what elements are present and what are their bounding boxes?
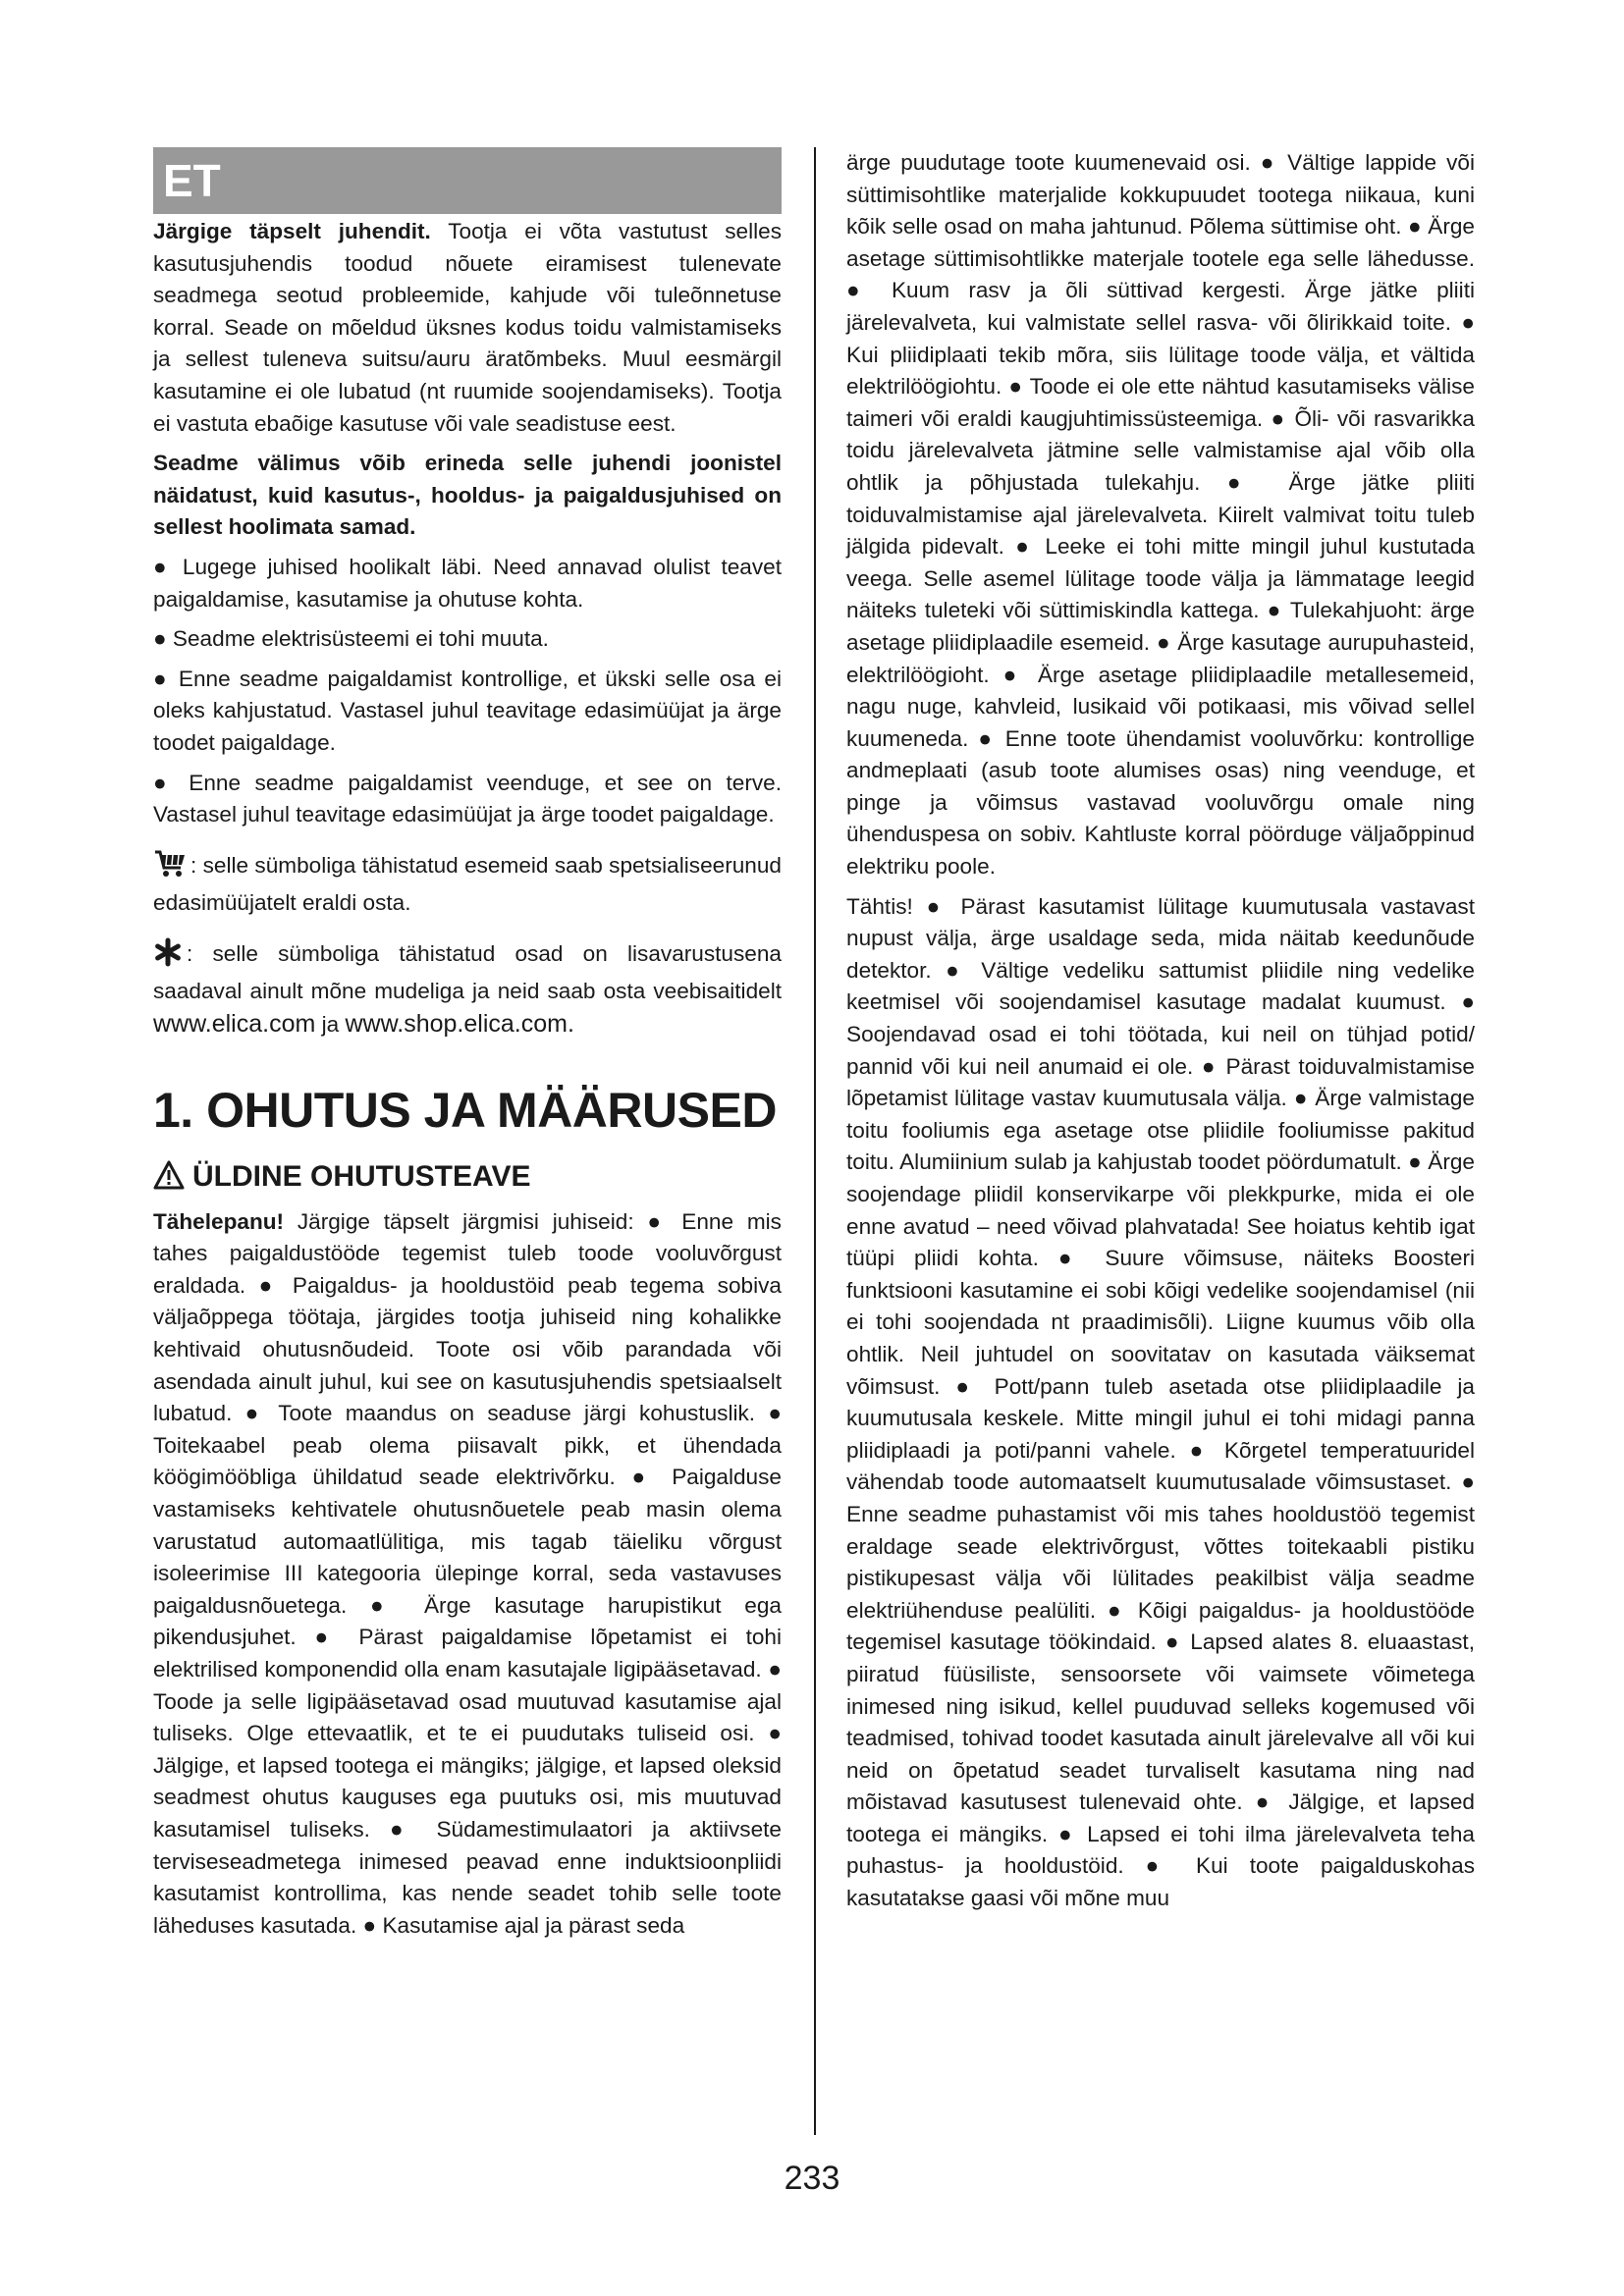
safety-lead: Tähelepanu!: [153, 1208, 285, 1234]
asterisk-icon: [153, 937, 183, 977]
intro-bold: Järgige täpselt juhendit.: [153, 219, 431, 243]
page-number: 233: [784, 2160, 840, 2197]
website-link[interactable]: www.elica.com: [153, 1010, 316, 1039]
asterisk-symbol-note: [153, 937, 782, 1041]
left-column: [153, 147, 782, 1949]
shop-website-link[interactable]: www.shop.elica.com.: [345, 1010, 574, 1039]
safety-paragraph: [153, 1206, 782, 1943]
appearance-notice: Seadme välimus võib erineda selle juhendi joonistel näidatust, kuid kasutus-, hooldus- ja paigaldusjuhised on sellest hoolimata samad.: [153, 451, 782, 540]
subsection-title-text: ÜLDINE OHUTUSTEAVE: [192, 1159, 531, 1193]
bullet-item: ● Lugege juhised hoolikalt läbi. Need annavad olulist teavet paigaldamise, kasutamise ja ohutuse kohta.: [153, 554, 782, 612]
section-title: 1. OHUTUS JA MÄÄRUSED: [153, 1082, 777, 1138]
bullet-item: ● Enne seadme paigaldamist kontrollige, et ükski selle osa ei oleks kahjustatud. Vastasel juhul teavitage edasimüüjat ja ärge toodet paigaldage.: [153, 666, 782, 755]
safety-text: Järgige täpselt järgmisi juhiseid: ● Enne mis tahes paigaldustööde tegemist tuleb toode vooluvõrgust eraldada. ● Paigaldus- ja hooldustöid peab tegema sobiva väljaõppega töötaja, järgides tootja juhiseid ning kohalikke kehtivaid ohutusnõudeid. Toote osi võib parandada või asendada ainult juhul, kui see on kasutusjuhendis spetsiaalselt lubatud. ● Toote maandus on seaduse järgi kohustuslik. ● Toitekaabel peab olema piisavalt pikk, et ühendada köögimööbliga ühildatud seade elektrivõrku. ● Paigalduse vastamiseks kehtivatele ohutusnõuetele peab masin olema varustatud automaatlülitiga, mis tagab täieliku võrgust isoleerimise III kategooria ülepinge korral, seda vastavuses paigaldusnõuetega. ● Ärge kasutage harupistikut ega pikendusjuhet. ● Pärast paigaldamise lõpetamist ei tohi elektrilised komponendid olla enam kasutajale ligipääsetavad. ● Toode ja selle ligipääsetavad osad muutuvad kasutamise ajal tuliseks. Olge ettevaatlik, et te ei puudutaks tuliseid osi. ● Jälgige, et lapsed tootega ei mängiks; jälgige, et lapsed oleksid seadmest ohutus kauguses ega puutuks osi, mis muutuvad kasutamisel tuliseks. ● Südamestimulaatori ja aktiivsete terviseseadmetega inimesed peavad enne induktsioonpliidi kasutamist kontrollima, kas nende seadet tohib selle toote läheduses kasutada. ● Kasutamise ajal ja pärast seda: [153, 1208, 782, 1938]
right-column: [846, 147, 1475, 1923]
url-joiner: ja: [321, 1012, 340, 1038]
asterisk-symbol-text: : selle sümboliga tähistatud osad on lisavarustusena saadaval ainult mõne mudeliga ja neid saab osta veebisaitidelt: [153, 940, 782, 1004]
intro-paragraph: [153, 216, 782, 440]
bullet-item: ● Enne seadme paigaldamist veenduge, et see on terve. Vastasel juhul teavitage edasimüüjat ja ärge toodet paigaldage.: [153, 770, 782, 828]
cart-symbol-text: : selle sümboliga tähistatud esemeid saab spetsialiseerunud edasimüüjatelt eraldi osta.: [153, 852, 782, 916]
cart-symbol-note: [153, 849, 782, 920]
shopping-cart-icon: [153, 849, 187, 888]
intro-text: Tootja ei võta vastutust selles kasutusjuhendis toodud nõuete eiramisest tulenevate seadmega seotud probleemide, kahjude või tuleõnnetuse korral. Seade on mõeldud üksnes kodus toidu valmistamiseks ja sellest tuleneva suitsu/auru äratõmbeks. Muul eesmärgil kasutamine ei ole lubatud (nt ruumide soojendamiseks). Tootja ei vastuta ebaõige kasutuse või vale seadistuse eest.: [153, 219, 783, 436]
warning-triangle-icon: [153, 1160, 185, 1199]
important-paragraph: Tähtis! ● Pärast kasutamist lülitage kuumutusala vastavast nupust välja, ärge usaldage seda, mida näitab keedunõude detektor. ● Vältige vedeliku sattumist pliidile ning vedelike keetmisel või soojendamisel kasutage madalat kuumust. ● Soojendavad osad ei tohi töötada, kui neil on tühjad potid/ pannid või kui neil anumaid ei ole. ● Pärast toiduvalmistamise lõpetamist lülitage vastav kuumutusala välja. ● Ärge valmistage toitu fooliumis ega asetage otse pliidile fooliumisse pakitud toitu. Alumiinium sulab ja kahjustab toodet pöördumatult. ● Ärge soojendage pliidil konservikarpe või plekkpurke, mida ei ole enne avatud – need võivad plahvatada! See hoiatus kehtib igat tüüpi pliidi kohta. ● Suure võimsuse, näiteks Boosteri funktsiooni kasutamine ei sobi kõigi vedelike soojendamisel (nii ei tohi soojendada nt praadimisõli). Liigne kuumus võib olla ohtlik. Neil juhtudel on soovitatav on kasutada väiksemat võimsust. ● Pott/pann tuleb asetada otse pliidiplaadile ja kuumutusala keskele. Mitte mingil juhul ei tohi midagi panna pliidiplaadi ja poti/panni vahele. ● Kõrgetel temperatuuridel vähendab toode automaatselt kuumutusalade võimsustaset. ● Enne seadme puhastamist või mis tahes hooldustöö tegemist eraldage seade elektrivõrgust, võttes toitekaabli pistiku pistikupesast välja või lülitades peakilbist välja seadme elektriühenduse pealüliti. ● Kõigi paigaldus- ja hooldustööde tegemisel kasutage töökindaid. ● Lapsed alates 8. eluaastast, piiratud füüsiliste, sensoorsete või vaimsete võimetega inimesed ning isikud, kellel puuduvad selleks kogemused või teadmised, tohivad toodet kasutada ainult järelevalve all või kui neid on õpetatud seadet turvaliselt kasutama ning nad mõistavad kasutusest tulenevaid ohte. ● Jälgige, et lapsed tootega ei mängiks. ● Lapsed ei tohi ilma järelevalveta teha puhastus- ja hooldustöid. ● Kui toote paigalduskohas kasutatakse gaasi või mõne muu: [846, 893, 1475, 1911]
language-header: ET: [153, 147, 782, 214]
safety-continued-paragraph: ärge puudutage toote kuumenevaid osi. ● Vältige lappide või süttimisohtlike materjalide kokkupuudet tootega niikaua, kuni kõik selle osad on maha jahtunud. Põlema süttimise oht. ● Ärge asetage süttimisohtlikke materjale tootele ega selle lähedusse. ● Kuum rasv ja õli süttivad kergesti. Ärge jätke pliiti järelevalveta, kui valmistate sellel rasva- või õlirikkaid toite. ● Kui pliidiplaati tekib mõra, siis lülitage toode välja, et vältida elektrilöögiohtu. ● Toode ei ole ette nähtud kasutamiseks välise taimeri või eraldi kaugjuhtimissüsteemiga. ● Õli- või rasvarikka toidu järelevalveta jätmine selle valmistamise ajal võib olla ohtlik ja põhjustada tulekahju. ● Ärge jätke pliiti toiduvalmistamise ajal järelevalveta. Kiirelt valmivat toitu tuleb jälgida pidevalt. ● Leeke ei tohi mitte mingil juhul kustutada veega. Selle asemel lülitage toode välja ja lämmatage leegid näiteks tuleteki või süttimiskindla kattega. ● Tulekahjuoht: ärge asetage pliidiplaadile esemeid. ● Ärge kasutage aurupuhasteid, elektrilöögioht. ● Ärge asetage pliidiplaadile metallesemeid, nagu nuge, kahvleid, lusikaid või potikaasi, mis võivad sellel kuumeneda. ● Enne toote ühendamist vooluvõrku: kontrollige andmeplaati (asub toote alumises osas) ning veenduge, et pinge ja võimsus vastavad vooluvõrgu omale ning ühenduspesa on sobiv. Kahtluste korral pöörduge väljaõppinud elektriku poole.: [846, 150, 1475, 880]
column-divider: [814, 147, 816, 2135]
subsection-title: [153, 1159, 782, 1199]
bullet-item: ● Seadme elektrisüsteemi ei tohi muuta.: [153, 626, 549, 652]
